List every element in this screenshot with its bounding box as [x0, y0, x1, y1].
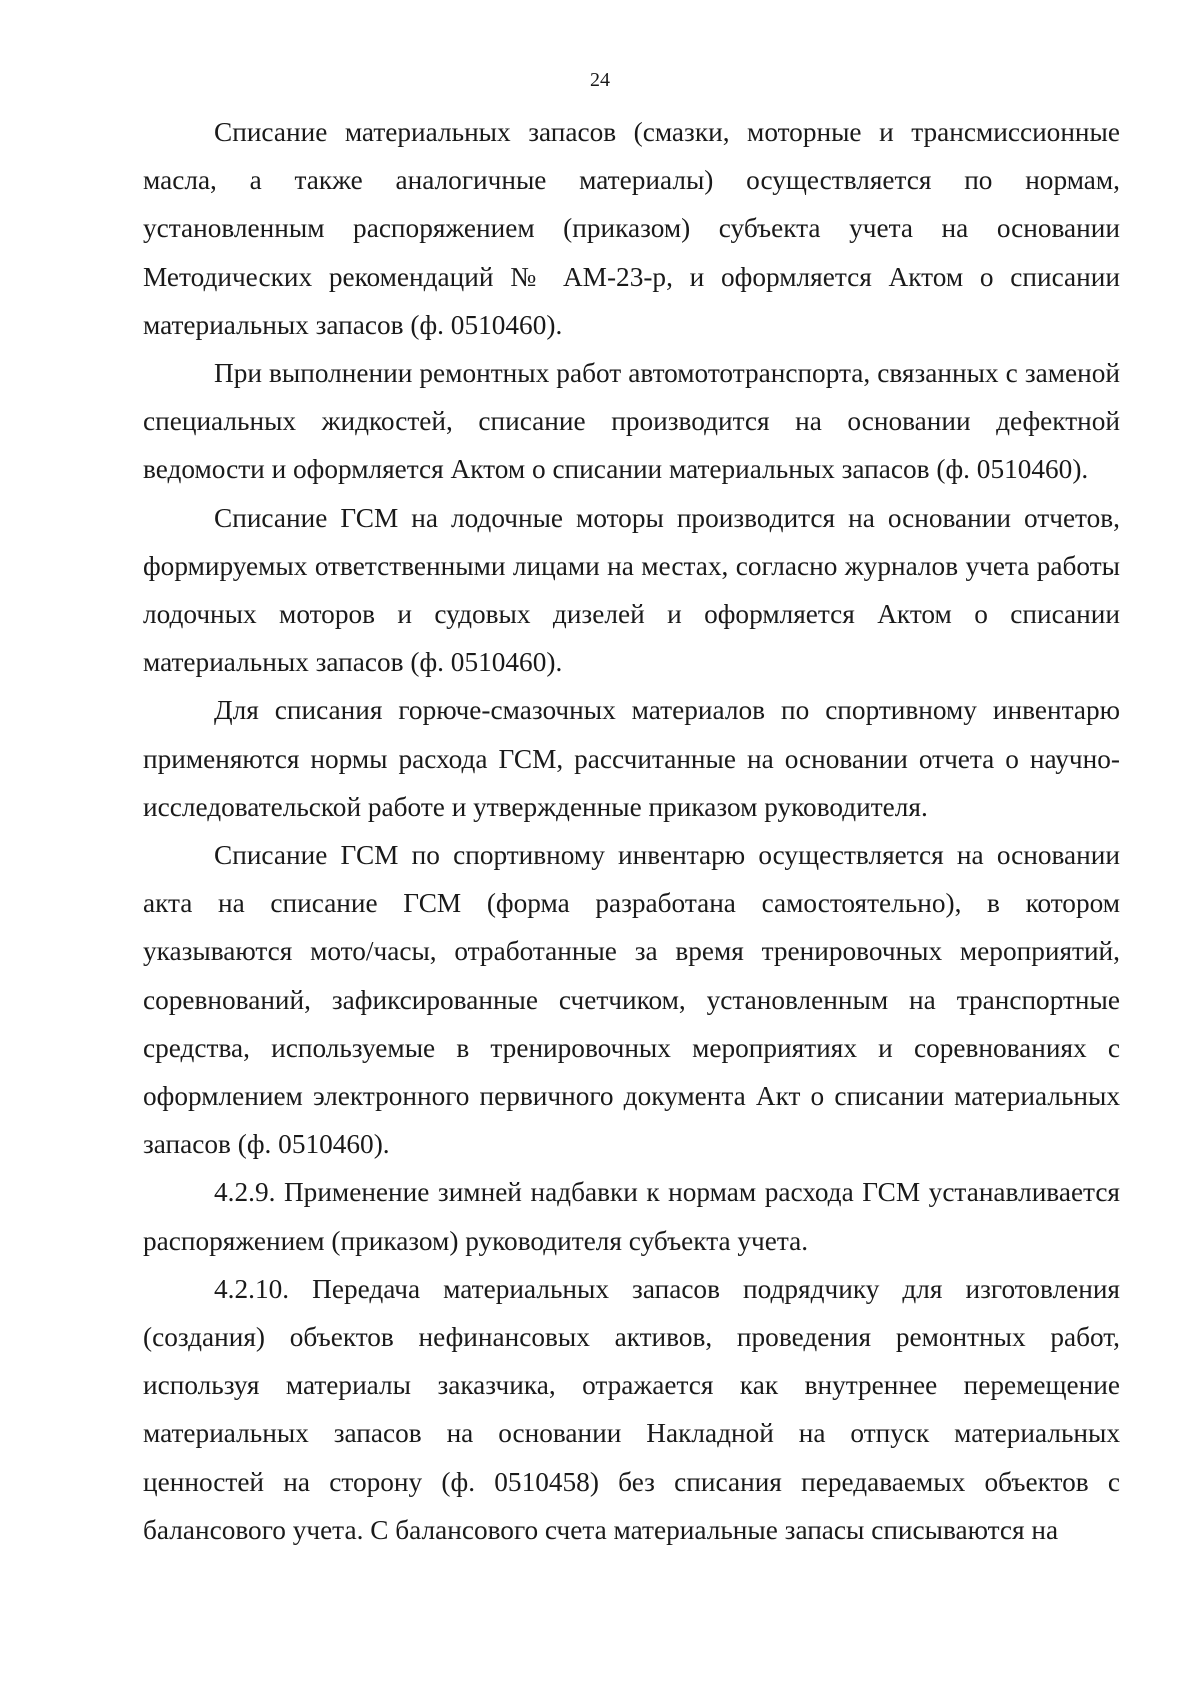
paragraph-sport-inventory-norms: Для списания горюче-смазочных материалов по спортивному инвентарю применяются нормы расхода ГСМ, рассчитанные на основании отчета о научно-исследовательской работе и утвержденные приказом руководителя.: [143, 695, 1120, 822]
paragraph-repair-fluids-writeoff: При выполнении ремонтных работ автомототранспорта, связанных с заменой специальных жидкостей, списание производится на основании дефектной ведомости и оформляется Актом о списании материальных запасов (ф. 0510460).: [143, 358, 1120, 485]
paragraph-sport-inventory-writeoff: Списание ГСМ по спортивному инвентарю осуществляется на основании акта на списание ГСМ (форма разработана самостоятельно), в котором указываются мото/часы, отработанные за время тренировочных мероприятий, соревнований, зафиксированные счетчиком, установленным на транспортные средства, используемые в тренировочных мероприятиях и соревнованиях с оформлением электронного первичного документа Акт о списании материальных запасов (ф. 0510460).: [143, 840, 1120, 1160]
paragraph-section-4-2-10: 4.2.10. Передача материальных запасов подрядчику для изготовления (создания) объектов нефинансовых активов, проведения ремонтных работ, используя материалы заказчика, отражается как внутреннее перемещение материальных запасов на основании Накладной на отпуск материальных ценностей на сторону (ф. 0510458) без списания передаваемых объектов с балансового учета. С балансового счета материальные запасы списываются на: [143, 1273, 1120, 1545]
paragraph-lubricants-writeoff: Списание материальных запасов (смазки, моторные и трансмиссионные масла, а также аналогичные материалы) осуществляется по нормам, установленным распоряжением (приказом) субъекта учета на основании Методических рекомендаций № АМ-23-р, и оформляется Актом о списании материальных запасов (ф. 0510460).: [143, 117, 1120, 340]
paragraph-boat-motors-fuel: Списание ГСМ на лодочные моторы производится на основании отчетов, формируемых ответственными лицами на местах, согласно журналов учета работы лодочных моторов и судовых дизелей и оформляется Актом о списании материальных запасов (ф. 0510460).: [143, 502, 1120, 678]
document-body: [143, 108, 1120, 1554]
page-number: 24: [590, 69, 610, 91]
paragraph-section-4-2-9: 4.2.9. Применение зимней надбавки к нормам расхода ГСМ устанавливается распоряжением (приказом) руководителя субъекта учета.: [143, 1177, 1120, 1256]
